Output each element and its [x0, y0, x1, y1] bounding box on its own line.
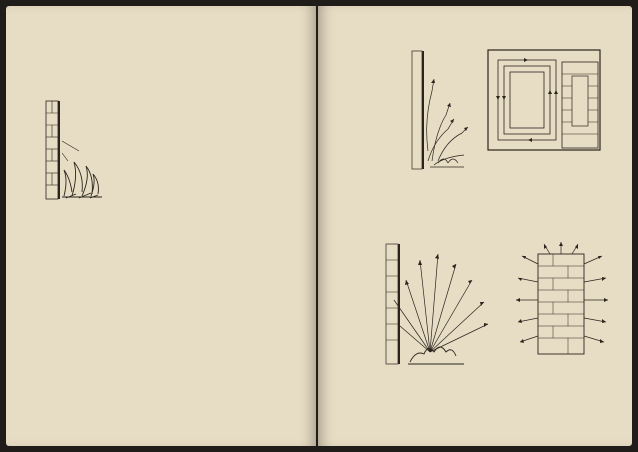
fig2-illustration — [24, 101, 114, 201]
fig4a-illustration — [380, 240, 500, 370]
right-page — [318, 6, 632, 446]
intro-text — [30, 43, 302, 87]
fig4b-illustration — [508, 242, 618, 372]
fig3b-illustration — [488, 50, 613, 160]
fig3a-illustration — [398, 51, 478, 171]
left-page — [6, 6, 316, 446]
